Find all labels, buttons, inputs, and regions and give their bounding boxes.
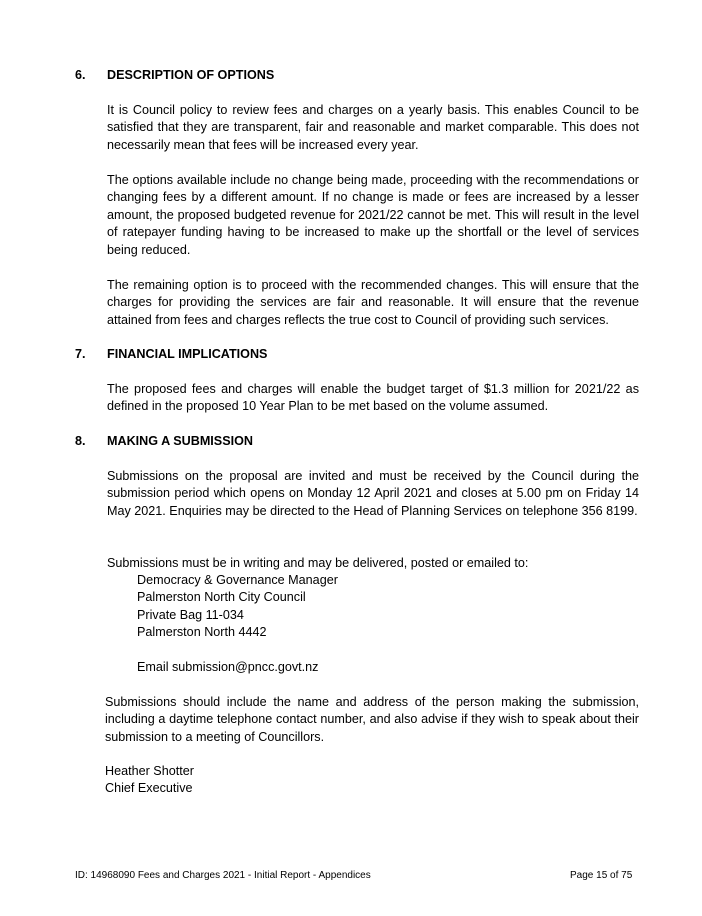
section-heading: FINANCIAL IMPLICATIONS (107, 347, 268, 361)
signatory-name: Heather Shotter (105, 764, 194, 778)
paragraph: Submissions should include the name and address of the person making the submission, including a daytime telephone contact number, and also advise if they wish to speak about their submission to a meeting of Councillors. (105, 695, 639, 744)
address-line: Palmerston North City Council (137, 590, 306, 605)
section-number: 6. (75, 68, 86, 82)
paragraph: Submissions on the proposal are invited and must be received by the Council during the submission period which opens on Monday 12 April 2021 and closes at 5.00 pm on Friday 14 May 2021. Enquiries may be directed to the Head of Planning Services on telephone 356 8199. (107, 469, 639, 518)
paragraph: The remaining option is to proceed with the recommended changes. This will ensure that the charges for providing the services are fair and reasonable. It will ensure that the revenue attained from fees and charges reflects the true cost to Council of providing such services. (107, 278, 639, 327)
paragraph: The proposed fees and charges will enable the budget target of $1.3 million for 2021/22 as defined in the proposed 10 Year Plan to be met based on the volume assumed. (107, 382, 639, 414)
signature-block (105, 763, 194, 798)
address-line: Democracy & Governance Manager (137, 573, 338, 587)
footer-document-id: ID: 14968090 Fees and Charges 2021 - Initial Report - Appendices (75, 870, 371, 881)
footer-page-number: Page 15 of 75 (570, 870, 633, 881)
paragraph: The options available include no change being made, proceeding with the recommendations or changing fees by a different amount. If no change is made or fees are increased by a lesser amount, the proposed budgeted revenue for 2021/22 cannot be met. This will result in the level of ratepayer funding having to be increased to make up the shortfall or the level of services being reduced. (107, 173, 639, 257)
section-heading: MAKING A SUBMISSION (107, 434, 253, 448)
paragraph: Submissions must be in writing and may be delivered, posted or emailed to: (107, 556, 529, 570)
section-number: 8. (75, 434, 86, 448)
address-line: Private Bag 11-034 (137, 607, 244, 622)
paragraph: It is Council policy to review fees and charges on a yearly basis. This enables Council to be satisfied that they are transparent, fair and reasonable and market comparable. This does not necessarily mean that fees will be increased every year. (107, 103, 639, 152)
signatory-role: Chief Executive (105, 781, 193, 796)
address-line: Palmerston North 4442 (137, 625, 267, 640)
postal-address (137, 572, 338, 642)
submission-email: Email submission@pncc.govt.nz (137, 660, 319, 674)
section-heading: DESCRIPTION OF OPTIONS (107, 68, 275, 82)
section-number: 7. (75, 347, 86, 361)
